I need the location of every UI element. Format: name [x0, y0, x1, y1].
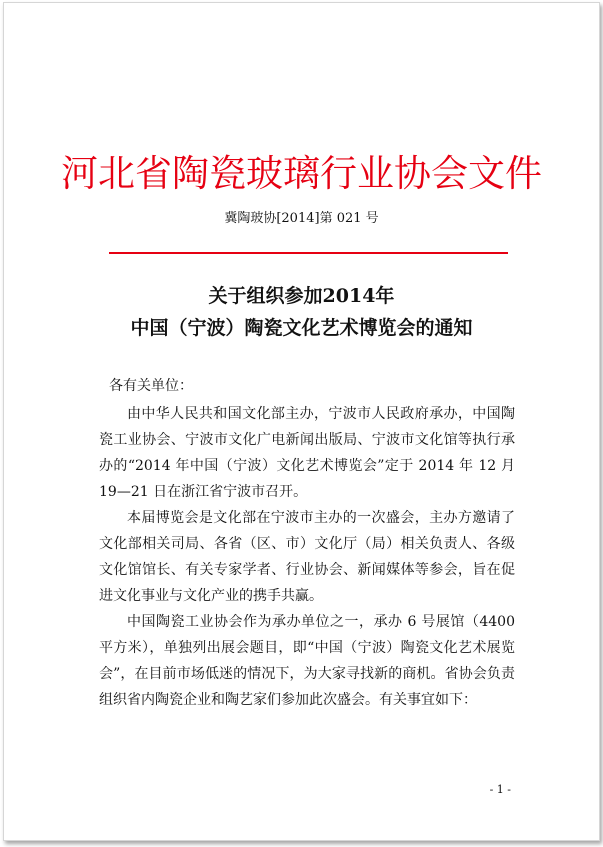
- notice-title: [4, 280, 599, 344]
- paragraph-1: 由中华人民共和国文化部主办，宁波市人民政府承办，中国陶瓷工业协会、宁波市文化广电新闻出版局、宁波市文化馆等执行承办的“2014 年中国（宁波）文化艺术博览会”定于 2014 年 12 月 19—21 日在浙江省宁波市召开。: [99, 406, 515, 500]
- red-divider-line: [109, 252, 508, 254]
- organization-title: 河北省陶瓷玻璃行业协会文件: [61, 152, 542, 195]
- notice-title-line-2: 中国（宁波）陶瓷文化艺术博览会的通知: [130, 317, 473, 339]
- document-page: [3, 2, 600, 841]
- page-number: - 1 -: [489, 783, 511, 796]
- paragraph-2: 本届博览会是文化部在宁波市主办的一次盛会，主办方邀请了文化部相关司局、各省（区、市）文化厅（局）相关负责人、各级文化馆馆长、有关专家学者、行业协会、新闻媒体等参会，旨在促进文化事业与文化产业的携手共赢。: [99, 510, 515, 604]
- paragraph-3: 中国陶瓷工业协会作为承办单位之一，承办 6 号展馆（4400 平方米），单独列出展会题目，即“中国（宁波）陶瓷文化艺术展览会”，在目前市场低迷的情况下，为大家寻找新的商机。省协会负责组织省内陶瓷企业和陶艺家们参加此次盛会。有关事宜如下：: [99, 614, 515, 708]
- document-number: 冀陶玻协[2014]第 021 号: [224, 211, 379, 226]
- salutation: 各有关单位：: [109, 378, 193, 394]
- notice-title-line-1: 关于组织参加2014年: [208, 285, 395, 307]
- body-text: [99, 401, 515, 713]
